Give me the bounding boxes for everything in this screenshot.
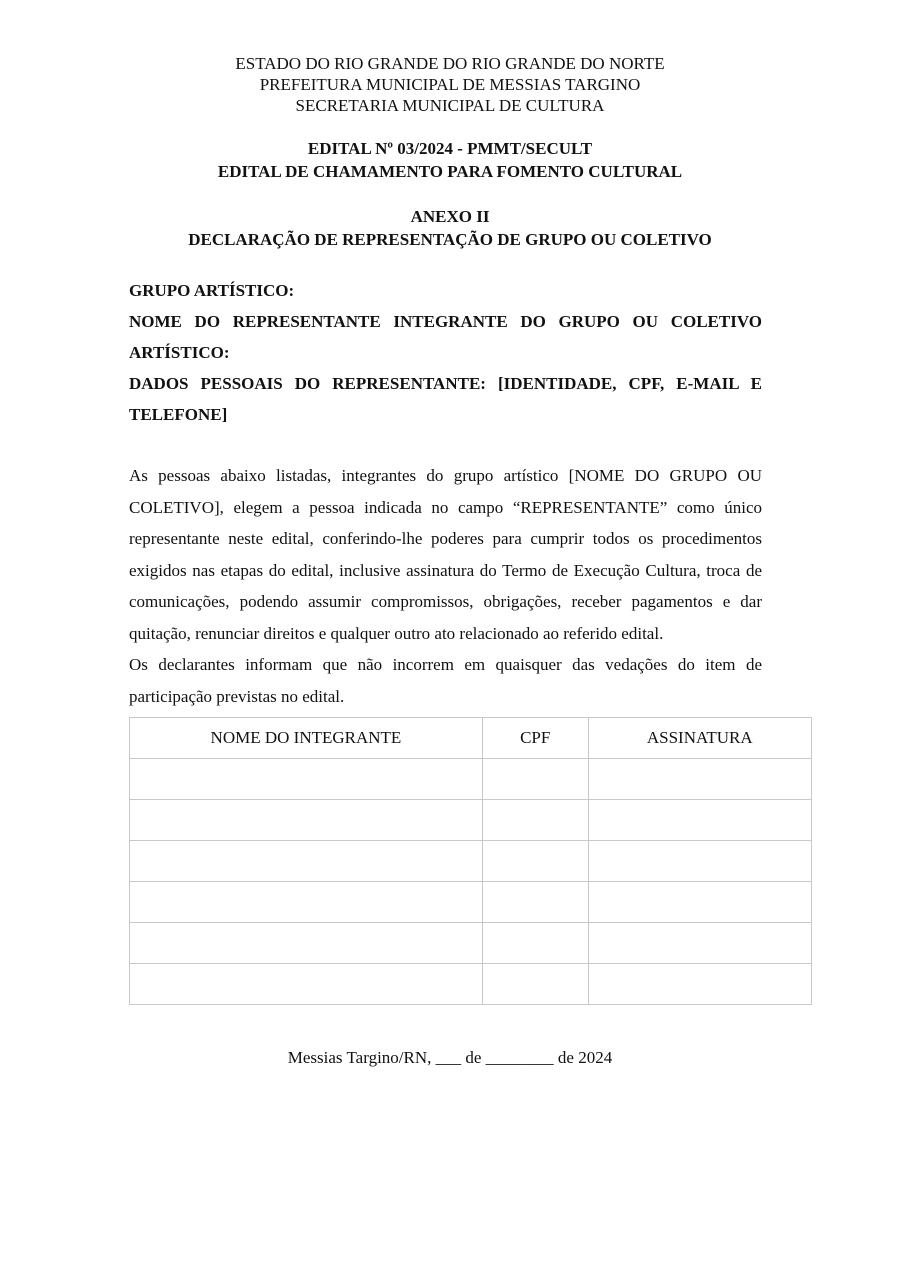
anexo-heading	[0, 205, 900, 251]
cell-assinatura[interactable]	[588, 964, 811, 1005]
cell-cpf[interactable]	[482, 759, 588, 800]
members-table	[129, 717, 812, 1005]
header-assinatura: ASSINATURA	[588, 718, 811, 759]
table-row	[130, 759, 812, 800]
cell-assinatura[interactable]	[588, 800, 811, 841]
header-nome-integrante: NOME DO INTEGRANTE	[130, 718, 483, 759]
field-dados-pessoais: DADOS PESSOAIS DO REPRESENTANTE: [IDENTIDADE, CPF, E-MAIL E TELEFONE]	[129, 374, 762, 424]
cell-nome[interactable]	[130, 759, 483, 800]
edital-number: EDITAL Nº 03/2024 - PMMT/SECULT	[307, 139, 593, 158]
table-row	[130, 841, 812, 882]
edital-title: EDITAL DE CHAMAMENTO PARA FOMENTO CULTURAL	[217, 162, 683, 181]
header-state-line: ESTADO DO RIO GRANDE DO RIO GRANDE DO NORTE	[235, 54, 665, 73]
representative-fields	[129, 275, 762, 430]
cell-nome[interactable]	[130, 841, 483, 882]
anexo-title: DECLARAÇÃO DE REPRESENTAÇÃO DE GRUPO OU COLETIVO	[188, 230, 712, 249]
header-cpf: CPF	[482, 718, 588, 759]
cell-cpf[interactable]	[482, 964, 588, 1005]
header-prefeitura-line: PREFEITURA MUNICIPAL DE MESSIAS TARGINO	[259, 75, 641, 94]
declaration-paragraph-2: Os declarantes informam que não incorrem em quaisquer das vedações do item de participação previstas no edital.	[129, 655, 762, 706]
table-row	[130, 882, 812, 923]
declaration-text	[129, 460, 762, 712]
anexo-label: ANEXO II	[410, 207, 490, 226]
cell-nome[interactable]	[130, 923, 483, 964]
cell-cpf[interactable]	[482, 841, 588, 882]
cell-assinatura[interactable]	[588, 882, 811, 923]
cell-cpf[interactable]	[482, 882, 588, 923]
edital-heading	[0, 137, 900, 183]
members-table-header-row	[130, 718, 812, 759]
cell-cpf[interactable]	[482, 923, 588, 964]
cell-assinatura[interactable]	[588, 923, 811, 964]
table-row	[130, 800, 812, 841]
cell-assinatura[interactable]	[588, 841, 811, 882]
field-grupo-artistico: GRUPO ARTÍSTICO:	[129, 281, 295, 300]
cell-nome[interactable]	[130, 964, 483, 1005]
cell-nome[interactable]	[130, 800, 483, 841]
table-row	[130, 964, 812, 1005]
field-nome-representante: NOME DO REPRESENTANTE INTEGRANTE DO GRUPO OU COLETIVO ARTÍSTICO:	[129, 312, 762, 362]
document-header	[0, 53, 900, 116]
header-secretaria-line: SECRETARIA MUNICIPAL DE CULTURA	[295, 96, 605, 115]
place-date-line: Messias Targino/RN, ___ de ________ de 2024	[287, 1048, 613, 1067]
cell-cpf[interactable]	[482, 800, 588, 841]
cell-assinatura[interactable]	[588, 759, 811, 800]
table-row	[130, 923, 812, 964]
cell-nome[interactable]	[130, 882, 483, 923]
declaration-paragraph-1: As pessoas abaixo listadas, integrantes do grupo artístico [NOME DO GRUPO OU COLETIVO], elegem a pessoa indicada no campo “REPRESENTANTE” como único representante neste edital, conferindo-lhe poderes para cumprir todos os procedimentos exigidos nas etapas do edital, inclusive assinatura do Termo de Execução Cultura, troca de comunicações, podendo assumir compromissos, obrigações, receber pagamentos e dar quitação, renunciar direitos e qualquer outro ato relacionado ao referido edital.	[129, 466, 762, 643]
